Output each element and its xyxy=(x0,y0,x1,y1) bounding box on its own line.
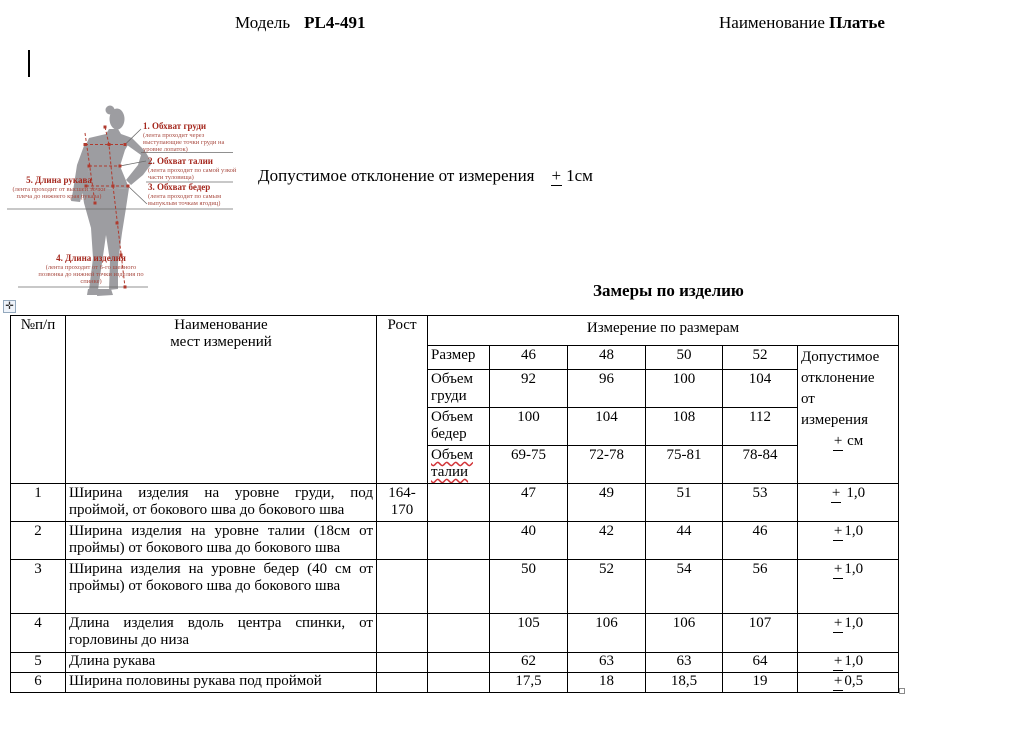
product-name-header xyxy=(719,13,885,33)
row-num: 4 xyxy=(11,614,66,653)
row-num: 3 xyxy=(11,560,66,614)
size-50: 50 xyxy=(646,346,723,370)
row-tolerance: + 0,5 xyxy=(798,672,899,692)
row-spacer-cell xyxy=(428,522,490,560)
tolerance-col-header xyxy=(798,346,899,484)
row-tolerance: + 1,0 xyxy=(798,484,899,522)
table-row xyxy=(11,672,899,692)
plus-minus-sign: + xyxy=(833,433,843,449)
row-tolerance: + 1,0 xyxy=(798,560,899,614)
table-row xyxy=(11,484,899,522)
hips-50: 108 xyxy=(646,408,723,446)
annotation-hips xyxy=(148,182,243,207)
annotation-waist-desc: (лента проходит по самой узкой части туловища) xyxy=(148,167,237,181)
value-48: 52 xyxy=(568,560,646,614)
row-num: 5 xyxy=(11,653,66,673)
row-rost xyxy=(377,672,428,692)
size-46: 46 xyxy=(490,346,568,370)
row-num: 1 xyxy=(11,484,66,522)
value-52: 53 xyxy=(723,484,798,522)
tolerance-header-unit: см xyxy=(847,433,864,449)
row-num: 2 xyxy=(11,522,66,560)
annotation-hips-num: 3. xyxy=(148,182,155,192)
waist-46: 69-75 xyxy=(490,446,568,484)
row-rost xyxy=(377,522,428,560)
value-52: 107 xyxy=(723,614,798,653)
row-spacer-cell xyxy=(428,672,490,692)
col-header-sizes: Измерение по размерам xyxy=(428,316,899,346)
annotation-sleeve-num: 5. xyxy=(26,175,33,185)
text-cursor xyxy=(28,50,30,77)
move-cross-icon: ✛ xyxy=(5,301,14,312)
waist-row-label: Объем талии xyxy=(428,446,490,484)
hips-48: 104 xyxy=(568,408,646,446)
annotation-waist-title: Обхват талии xyxy=(157,156,213,166)
hips-row-label: Объем бедер xyxy=(428,408,490,446)
annotation-sleeve-title: Длина рукава xyxy=(35,175,92,185)
table-row xyxy=(11,560,899,614)
row-rost xyxy=(377,614,428,653)
size-row-label: Размер xyxy=(428,346,490,370)
row-name: Ширина изделия на уровне талии (18см от проймы) от бокового шва до бокового шва xyxy=(66,522,377,560)
table-move-handle[interactable] xyxy=(3,300,16,313)
row-name: Ширина изделия на уровне бедер (40 см от проймы) от бокового шва до бокового шва xyxy=(66,560,377,614)
value-50: 51 xyxy=(646,484,723,522)
value-48: 106 xyxy=(568,614,646,653)
value-46: 40 xyxy=(490,522,568,560)
annotation-length xyxy=(38,253,144,285)
row-rost xyxy=(377,653,428,673)
value-48: 49 xyxy=(568,484,646,522)
plus-minus-sign: + xyxy=(833,672,843,689)
chest-50: 100 xyxy=(646,370,723,408)
row-rost: 164-170 xyxy=(377,484,428,522)
hips-46: 100 xyxy=(490,408,568,446)
chest-row-label: Объем груди xyxy=(428,370,490,408)
table-row xyxy=(11,653,899,673)
row-spacer-cell xyxy=(428,614,490,653)
waist-52: 78-84 xyxy=(723,446,798,484)
value-48: 63 xyxy=(568,653,646,673)
value-48: 18 xyxy=(568,672,646,692)
annotation-waist-num: 2. xyxy=(148,156,155,166)
plus-minus-sign: + xyxy=(551,166,562,185)
model-header xyxy=(235,13,366,33)
model-label: Модель xyxy=(235,13,291,32)
value-46: 105 xyxy=(490,614,568,653)
value-46: 62 xyxy=(490,653,568,673)
tolerance-header-line4: измерения xyxy=(801,412,869,428)
tolerance-header-line2: отклонение xyxy=(801,370,875,386)
row-tolerance: + 1,0 xyxy=(798,653,899,673)
plus-minus-sign: + xyxy=(833,561,843,577)
chest-46: 92 xyxy=(490,370,568,408)
waist-48: 72-78 xyxy=(568,446,646,484)
plus-minus-sign: + xyxy=(833,523,843,539)
product-name-value: Платье xyxy=(829,13,885,32)
product-name-label: Наименование xyxy=(719,13,825,32)
plus-minus-sign: + xyxy=(833,615,843,631)
row-spacer-cell xyxy=(428,484,490,522)
value-50: 63 xyxy=(646,653,723,673)
tolerance-note xyxy=(258,166,593,186)
annotation-chest-desc: (лента проходит через выступающие точки груди на уровне лопаток) xyxy=(143,132,225,153)
row-name: Длина рукава xyxy=(66,653,377,673)
annotation-length-num: 4. xyxy=(56,253,63,263)
annotation-length-desc: (лента проходит от 6-го шейного позвонка до нижней точки изделия по спинке) xyxy=(38,264,144,285)
value-46: 17,5 xyxy=(490,672,568,692)
row-spacer-cell xyxy=(428,560,490,614)
value-46: 47 xyxy=(490,484,568,522)
row-tolerance: + 1,0 xyxy=(798,522,899,560)
size-48: 48 xyxy=(568,346,646,370)
hips-52: 112 xyxy=(723,408,798,446)
plus-minus-sign: + xyxy=(831,485,841,501)
value-52: 56 xyxy=(723,560,798,614)
row-rost xyxy=(377,560,428,614)
annotation-length-title: Длина изделия xyxy=(65,253,126,263)
table-row xyxy=(11,522,899,560)
value-50: 18,5 xyxy=(646,672,723,692)
row-spacer-cell xyxy=(428,653,490,673)
tolerance-header-line1: Допустимое xyxy=(801,349,880,365)
annotation-waist xyxy=(148,156,240,181)
value-52: 19 xyxy=(723,672,798,692)
annotation-sleeve xyxy=(6,175,112,200)
row-name: Длина изделия вдоль центра спинки, от горловины до низа xyxy=(66,614,377,653)
col-header-name-line2: мест измерений xyxy=(170,334,272,350)
section-title: Замеры по изделию xyxy=(593,281,744,300)
annotation-sleeve-desc: (лента проходит от высшей точки плеча до нижнего края рукава) xyxy=(12,186,106,200)
annotation-hips-desc: (лента проходит по самым выпуклым точкам ягодиц) xyxy=(148,193,222,207)
value-50: 54 xyxy=(646,560,723,614)
row-num: 6 xyxy=(11,672,66,692)
annotation-chest xyxy=(143,121,239,153)
model-value: PL4-491 xyxy=(304,13,366,32)
chest-48: 96 xyxy=(568,370,646,408)
waist-50: 75-81 xyxy=(646,446,723,484)
value-52: 64 xyxy=(723,653,798,673)
tolerance-header-line3: от xyxy=(801,391,815,407)
value-48: 42 xyxy=(568,522,646,560)
tolerance-note-text: Допустимое отклонение от измерения xyxy=(258,166,535,185)
col-header-rost: Рост xyxy=(377,316,428,484)
row-name: Ширина половины рукава под проймой xyxy=(66,672,377,692)
value-46: 50 xyxy=(490,560,568,614)
size-52: 52 xyxy=(723,346,798,370)
chest-52: 104 xyxy=(723,370,798,408)
col-header-num: №п/п xyxy=(11,316,66,484)
value-50: 106 xyxy=(646,614,723,653)
value-50: 44 xyxy=(646,522,723,560)
row-name: Ширина изделия на уровне груди, под проймой, от бокового шва до бокового шва xyxy=(66,484,377,522)
col-header-name-line1: Наименование xyxy=(174,317,268,333)
plus-minus-sign: + xyxy=(833,653,843,669)
value-52: 46 xyxy=(723,522,798,560)
measurements-table xyxy=(10,315,899,693)
col-header-name xyxy=(66,316,377,484)
annotation-chest-num: 1. xyxy=(143,121,150,131)
tolerance-note-value: 1см xyxy=(566,166,593,185)
annotation-hips-title: Обхват бедер xyxy=(157,182,211,192)
annotation-chest-title: Обхват груди xyxy=(152,121,207,131)
table-row xyxy=(11,614,899,653)
table-resize-handle[interactable] xyxy=(899,688,905,694)
row-tolerance: + 1,0 xyxy=(798,614,899,653)
